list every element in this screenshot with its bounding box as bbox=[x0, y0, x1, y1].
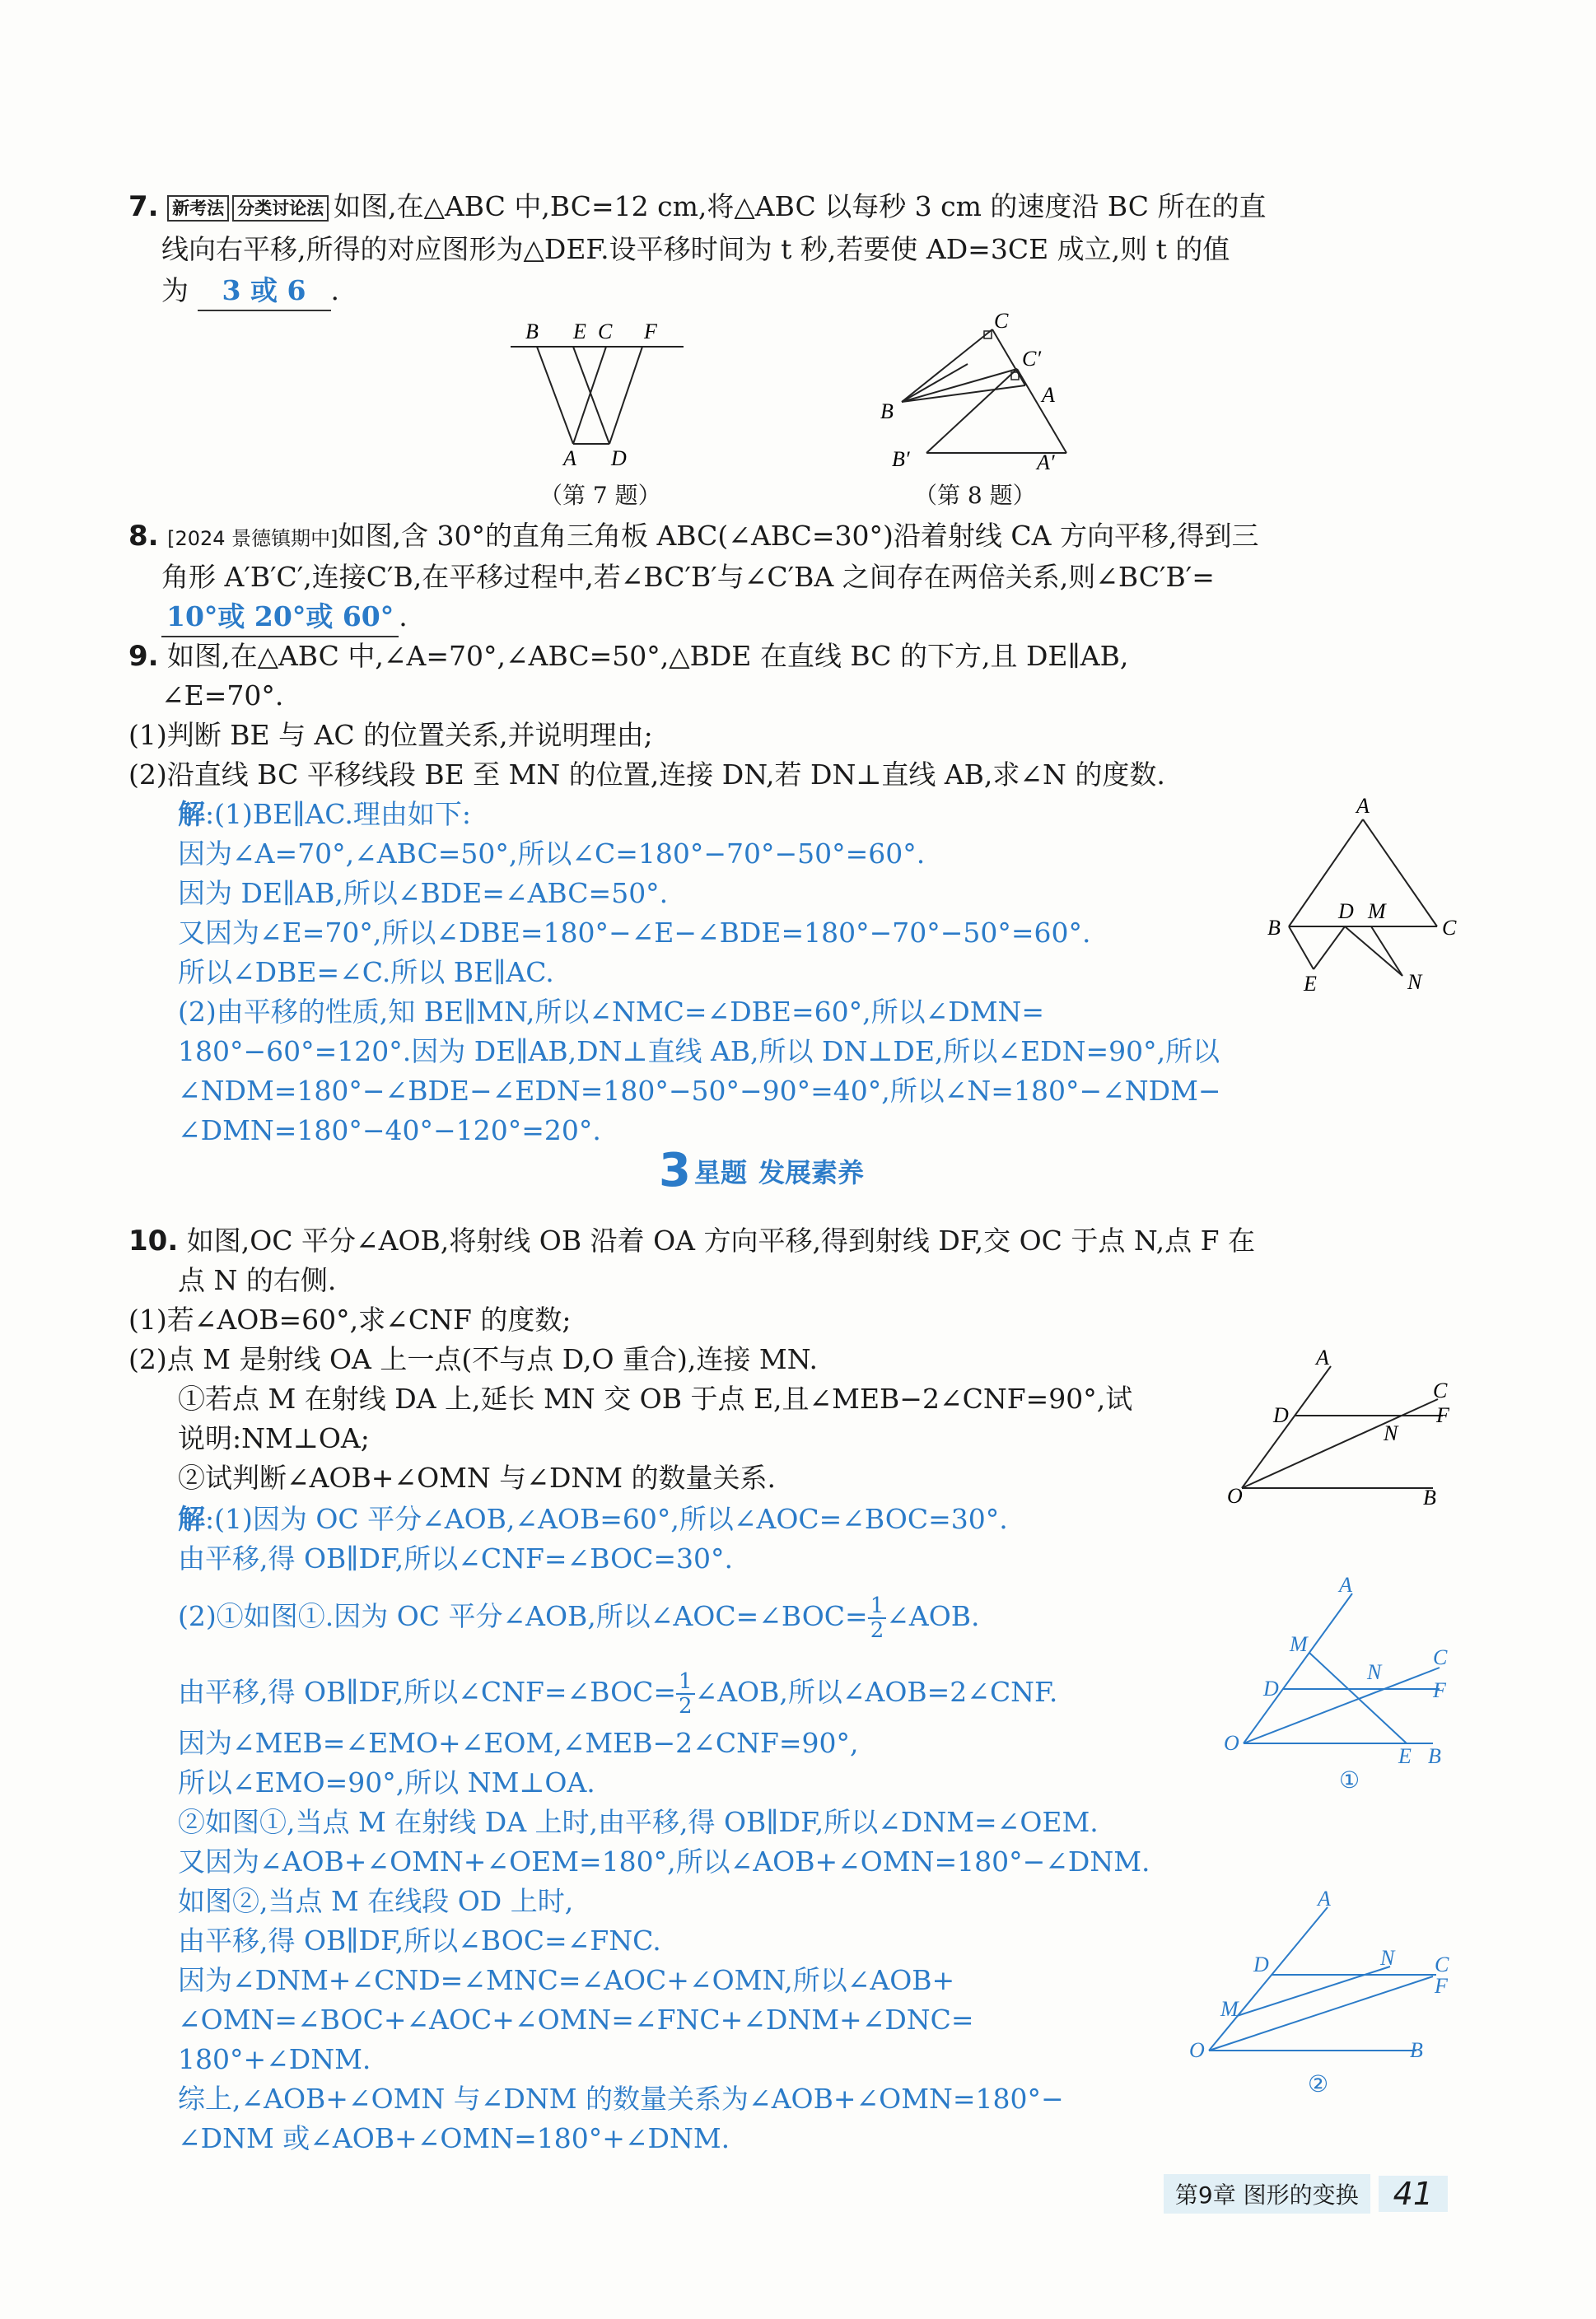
q10-solution-2: 由平移,得 OB∥DF,所以∠CNF=∠BOC=30°. bbox=[178, 1542, 734, 1575]
q8-line2: 角形 A′B′C′,连接C′B,在平移过程中,若∠BC′B′与∠C′BA 之间存在两倍关系,则∠BC′B′= bbox=[161, 561, 1215, 593]
q10s2-fig-label-a: A bbox=[1318, 1887, 1331, 1911]
q10s2-fig-label-n: N bbox=[1380, 1946, 1395, 1970]
q10-solution-1 bbox=[178, 1500, 1008, 1538]
q10s1-fig-label-e: E bbox=[1398, 1744, 1412, 1768]
q10s1-fig-caption: ① bbox=[1339, 1766, 1360, 1791]
q8-fig-label-c: C bbox=[994, 313, 1009, 333]
q7-fig-label-b: B bbox=[525, 320, 539, 343]
q10-solution-4b: ∠AOB,所以∠AOB=2∠CNF. bbox=[694, 1676, 1058, 1708]
q10s1-fig-label-d: D bbox=[1263, 1677, 1279, 1701]
q8-fig-label-a: A bbox=[1042, 383, 1055, 407]
q10-part2: (2)点 M 是射线 OA 上一点(不与点 D,O 重合),连接 MN. bbox=[128, 1343, 818, 1375]
q9-fig-label-d: D bbox=[1338, 899, 1354, 923]
q9-fig-label-c: C bbox=[1442, 916, 1457, 940]
q7-text3: 为 bbox=[161, 274, 189, 306]
q7-tag-method: 分类讨论法 bbox=[232, 195, 329, 222]
q10-solution-13: 180°+∠DNM. bbox=[178, 2043, 371, 2075]
q10-fraction-half-1 bbox=[868, 1594, 887, 1642]
q10-solution-3a: (2)①如图①.因为 OC 平分∠AOB,所以∠AOC=∠BOC= bbox=[178, 1600, 868, 1632]
q7-number: 7. bbox=[128, 190, 159, 223]
q8-fig-label-b: B bbox=[880, 399, 894, 423]
section-header bbox=[659, 1144, 864, 1197]
q10-text1: 如图,OC 平分∠AOB,将射线 OB 沿着 OA 方向平移,得到射线 DF,交 OC 于点 N,点 F 在 bbox=[186, 1225, 1256, 1257]
q10s1-fig-label-b: B bbox=[1428, 1744, 1441, 1768]
q9-solution-9: ∠DMN=180°−40°−120°=20°. bbox=[178, 1114, 601, 1146]
frac-denominator: 2 bbox=[870, 1618, 884, 1643]
q9-line2: ∠E=70°. bbox=[161, 679, 284, 712]
q10s1-fig-label-o: O bbox=[1224, 1731, 1239, 1755]
q8-caption: （第 8 题） bbox=[914, 482, 1036, 509]
q10-line1 bbox=[128, 1222, 1255, 1260]
q10-fig-label-d: D bbox=[1273, 1403, 1289, 1427]
q8-line1 bbox=[128, 517, 1258, 558]
q10s2-fig-label-m: M bbox=[1220, 1997, 1239, 2021]
q7-fig-label-d: D bbox=[611, 446, 627, 469]
q7-period: . bbox=[330, 274, 339, 306]
q7-text1: 如图,在△ABC 中,BC=12 cm,将△ABC 以每秒 3 cm 的速度沿 BC 所在的直 bbox=[334, 190, 1267, 222]
q10-solution-text1: :(1)因为 OC 平分∠AOB,∠AOB=60°,所以∠AOC=∠BOC=30°. bbox=[205, 1503, 1008, 1535]
q9-fig-label-a: A bbox=[1356, 795, 1370, 818]
q7-line3 bbox=[161, 272, 339, 311]
chapter-label: 第9章 图形的变换 bbox=[1164, 2174, 1370, 2214]
q10-fig-label-b: B bbox=[1423, 1486, 1436, 1509]
q10s2-fig-label-b: B bbox=[1410, 2038, 1423, 2062]
q10-number: 10. bbox=[128, 1225, 179, 1257]
q10-fraction-half-2 bbox=[676, 1670, 695, 1718]
q7-fig-label-f: F bbox=[644, 320, 657, 343]
q9-fig-label-b: B bbox=[1267, 916, 1281, 940]
q9-solution-text1: :(1)BE∥AC.理由如下: bbox=[205, 798, 471, 830]
q7-line2: 线向右平移,所得的对应图形为△DEF.设平移时间为 t 秒,若要使 AD=3CE 成立,则 t 的值 bbox=[161, 233, 1230, 265]
q8-figure bbox=[869, 313, 1083, 474]
q10s1-fig-label-f: F bbox=[1433, 1678, 1446, 1702]
q8-number: 8. bbox=[128, 520, 159, 553]
q10s1-fig-label-a: A bbox=[1339, 1577, 1352, 1597]
q10s1-fig-label-m: M bbox=[1290, 1632, 1308, 1656]
q10-solution-label: 解 bbox=[178, 1503, 205, 1535]
q10s1-fig-label-n: N bbox=[1367, 1660, 1382, 1684]
q10-solution-11: 因为∠DNM+∠CND=∠MNC=∠AOC+∠OMN,所以∠AOB+ bbox=[178, 1964, 955, 1996]
q9-fig-label-e: E bbox=[1304, 972, 1317, 996]
q10-solution-figure-2 bbox=[1186, 1886, 1466, 2108]
q10-solution-7: ②如图①,当点 M 在射线 DA 上时,由平移,得 OB∥DF,所以∠DNM=∠OEM. bbox=[178, 1806, 1099, 1838]
q10s1-fig-label-c: C bbox=[1433, 1645, 1448, 1669]
q10-solution-5: 因为∠MEB=∠EMO+∠EOM,∠MEB−2∠CNF=90°, bbox=[178, 1727, 859, 1759]
q9-text1: 如图,在△ABC 中,∠A=70°,∠ABC=50°,△BDE 在直线 BC 的下方,且 DE∥AB, bbox=[167, 640, 1129, 672]
q10-solution-15: ∠DNM 或∠AOB+∠OMN=180°+∠DNM. bbox=[178, 2122, 730, 2154]
q8-fig-label-b-prime: B′ bbox=[892, 447, 910, 471]
q9-solution-4: 又因为∠E=70°,所以∠DBE=180°−∠E−∠BDE=180°−70°−50°=60°. bbox=[178, 917, 1091, 949]
q10-solution-10: 由平移,得 OB∥DF,所以∠BOC=∠FNC. bbox=[178, 1925, 661, 1957]
q9-number: 9. bbox=[128, 640, 159, 673]
q9-solution-3: 因为 DE∥AB,所以∠BDE=∠ABC=50°. bbox=[178, 877, 669, 909]
q10s2-fig-label-f: F bbox=[1435, 1974, 1448, 1998]
q9-solution-1 bbox=[178, 796, 471, 833]
q9-solution-5: 所以∠DBE=∠C.所以 BE∥AC. bbox=[178, 956, 554, 988]
q8-period: . bbox=[399, 600, 408, 632]
q10-figure bbox=[1227, 1346, 1466, 1511]
q10-solution-14: 综上,∠AOB+∠OMN 与∠DNM 的数量关系为∠AOB+∠OMN=180°− bbox=[178, 2083, 1064, 2115]
q10-solution-9: 如图②,当点 M 在线段 OD 上时, bbox=[178, 1885, 574, 1917]
q9-line1 bbox=[128, 637, 1128, 675]
frac-numerator: 1 bbox=[676, 1670, 695, 1695]
page-footer bbox=[1164, 2174, 1448, 2214]
q8-fig-label-a-prime: A′ bbox=[1037, 450, 1055, 474]
page-number: 41 bbox=[1379, 2176, 1448, 2212]
q10-fig-label-f: F bbox=[1436, 1403, 1449, 1427]
q9-part1: (1)判断 BE 与 AC 的位置关系,并说明理由; bbox=[128, 719, 653, 751]
q9-figure bbox=[1256, 795, 1470, 1001]
q10-solution-3 bbox=[178, 1594, 980, 1642]
q9-solution-label: 解 bbox=[178, 798, 205, 830]
q9-solution-2: 因为∠A=70°,∠ABC=50°,所以∠C=180°−70°−50°=60°. bbox=[178, 838, 926, 870]
q10-sub1a: ①若点 M 在射线 DA 上,延长 MN 交 OB 于点 E,且∠MEB−2∠CNF=90°,试 bbox=[178, 1383, 1133, 1415]
q10-fig-label-o: O bbox=[1227, 1484, 1243, 1508]
q10-fig-label-n: N bbox=[1384, 1421, 1398, 1445]
q7-line1 bbox=[128, 188, 1267, 226]
q10-solution-figure-1 bbox=[1220, 1577, 1468, 1791]
section-title: 星题 bbox=[693, 1157, 747, 1188]
q9-solution-8: ∠NDM=180°−∠BDE−∠EDN=180°−50°−90°=40°,所以∠N=180°−∠NDM− bbox=[178, 1075, 1221, 1107]
q8-line3 bbox=[161, 598, 408, 637]
q10-solution-4a: 由平移,得 OB∥DF,所以∠CNF=∠BOC= bbox=[178, 1676, 677, 1708]
q10-fig-label-a: A bbox=[1316, 1346, 1329, 1369]
q8-text1: 如图,含 30°的直角三角板 ABC(∠ABC=30°)沿着射线 CA 方向平移,得到三 bbox=[338, 520, 1259, 552]
q10-solution-8: 又因为∠AOB+∠OMN+∠OEM=180°,所以∠AOB+∠OMN=180°−∠DNM. bbox=[178, 1845, 1150, 1878]
q10-solution-3b: ∠AOB. bbox=[886, 1600, 980, 1632]
q8-answer: 10°或 20°或 60° bbox=[161, 598, 399, 637]
q10s2-fig-caption: ② bbox=[1308, 2070, 1329, 2097]
section-number: 3 bbox=[659, 1144, 691, 1197]
q10-sub2: ②试判断∠AOB+∠OMN 与∠DNM 的数量关系. bbox=[178, 1462, 777, 1494]
q9-solution-6: (2)由平移的性质,知 BE∥MN,所以∠NMC=∠DBE=60°,所以∠DMN= bbox=[178, 996, 1045, 1028]
section-subtitle: 发展素养 bbox=[758, 1157, 864, 1188]
q7-answer: 3 或 6 bbox=[198, 272, 331, 311]
q9-fig-label-n: N bbox=[1407, 970, 1422, 994]
frac-numerator: 1 bbox=[868, 1594, 887, 1619]
q9-part2: (2)沿直线 BC 平移线段 BE 至 MN 的位置,连接 DN,若 DN⊥直线 AB,求∠N 的度数. bbox=[128, 758, 1165, 791]
q8-source: [2024 景德镇期中] bbox=[167, 527, 338, 550]
q10-solution-12: ∠OMN=∠BOC+∠AOC+∠OMN=∠FNC+∠DNM+∠DNC= bbox=[178, 2004, 974, 2036]
q7-caption: （第 7 题） bbox=[539, 482, 661, 509]
q7-fig-label-a: A bbox=[563, 446, 576, 469]
q10s2-fig-label-d: D bbox=[1253, 1953, 1269, 1976]
q7-tag-new-exam: 新考法 bbox=[167, 195, 229, 222]
q10s2-fig-label-c: C bbox=[1435, 1953, 1449, 1976]
q10-sub1b: 说明:NM⊥OA; bbox=[178, 1422, 370, 1454]
q10-line2: 点 N 的右侧. bbox=[178, 1264, 337, 1296]
q8-fig-label-c-prime: C′ bbox=[1022, 347, 1042, 371]
q10-fig-label-c: C bbox=[1433, 1379, 1448, 1402]
q7-fig-label-c: C bbox=[598, 320, 613, 343]
q10s2-fig-label-o: O bbox=[1189, 2038, 1205, 2062]
q7-figure bbox=[511, 317, 700, 469]
q10-solution-6: 所以∠EMO=90°,所以 NM⊥OA. bbox=[178, 1766, 595, 1799]
q10-solution-4 bbox=[178, 1670, 1057, 1718]
q7-fig-label-e: E bbox=[573, 320, 586, 343]
q9-solution-7: 180°−60°=120°.因为 DE∥AB,DN⊥直线 AB,所以 DN⊥DE,所以∠EDN=90°,所以 bbox=[178, 1035, 1220, 1067]
frac-denominator: 2 bbox=[679, 1694, 693, 1719]
q9-fig-label-m: M bbox=[1368, 899, 1386, 923]
q10-part1: (1)若∠AOB=60°,求∠CNF 的度数; bbox=[128, 1304, 572, 1336]
